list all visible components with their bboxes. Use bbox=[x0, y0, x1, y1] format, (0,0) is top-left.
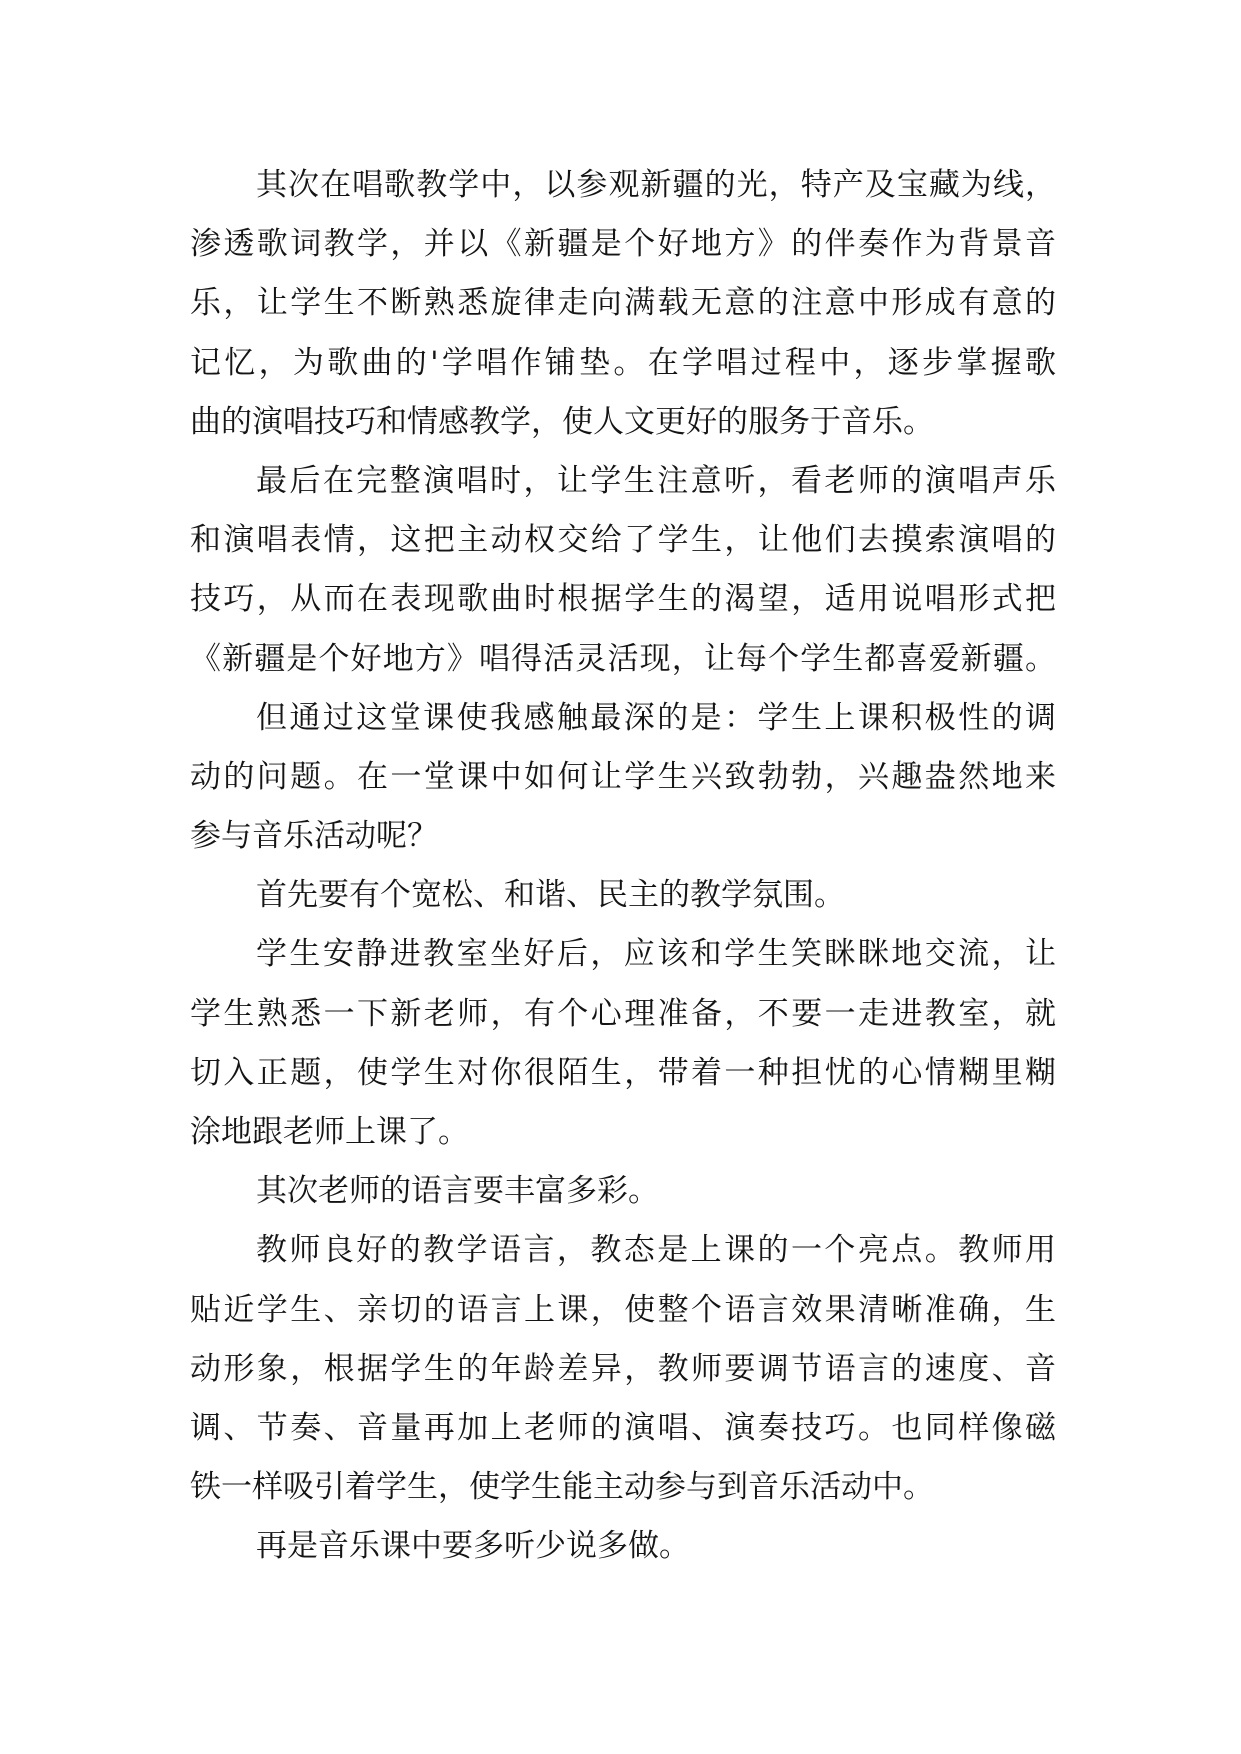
text-line: 首先要有个宽松、和谐、民主的教学氛围。 bbox=[256, 877, 845, 914]
paragraph bbox=[190, 452, 1056, 689]
text-line: 铁一样吸引着学生，使学生能主动参与到音乐活动中。 bbox=[190, 1469, 934, 1506]
text-line: 涂地跟老师上课了。 bbox=[190, 1114, 469, 1150]
text-line: 渗透歌词教学，并以《新疆是个好地方》的伴奏作为背景音 bbox=[190, 226, 1056, 263]
text-line: 参与音乐活动呢？ bbox=[190, 818, 438, 855]
paragraph bbox=[190, 689, 1056, 867]
text-line: 其次在唱歌教学中，以参观新疆的光，特产及宝藏为线， bbox=[256, 167, 1056, 203]
text-line: 学生熟悉一下新老师，有个心理准备，不要一走进教室，就 bbox=[190, 995, 1056, 1032]
text-line: 贴近学生、亲切的语言上课，使整个语言效果清晰准确，生 bbox=[190, 1291, 1056, 1328]
text-line: 动形象，根据学生的年龄差异，教师要调节语言的速度、音 bbox=[190, 1350, 1056, 1387]
paragraph bbox=[190, 1162, 1056, 1221]
paragraph bbox=[190, 925, 1056, 1162]
paragraph bbox=[190, 866, 1056, 925]
text-line: 曲的演唱技巧和情感教学，使人文更好的服务于音乐。 bbox=[190, 403, 934, 440]
paragraph bbox=[190, 156, 1056, 452]
text-line: 切入正题，使学生对你很陌生，带着一种担忧的心情糊里糊 bbox=[190, 1054, 1056, 1091]
text-line: 最后在完整演唱时，让学生注意听，看老师的演唱声乐 bbox=[256, 462, 1056, 499]
paragraph bbox=[190, 1221, 1056, 1517]
text-line: 学生安静进教室坐好后，应该和学生笑眯眯地交流，让 bbox=[256, 936, 1056, 973]
text-line: 乐，让学生不断熟悉旋律走向满载无意的注意中形成有意的 bbox=[190, 285, 1056, 322]
text-line: 调、节奏、音量再加上老师的演唱、演奏技巧。也同样像磁 bbox=[190, 1409, 1056, 1446]
paragraph bbox=[190, 1517, 1056, 1576]
text-line: 动的问题。在一堂课中如何让学生兴致勃勃，兴趣盎然地来 bbox=[190, 758, 1056, 795]
text-line: 教师良好的教学语言，教态是上课的一个亮点。教师用 bbox=[256, 1232, 1056, 1269]
text-line: 再是音乐课中要多听少说多做。 bbox=[256, 1528, 690, 1565]
text-line: 《新疆是个好地方》唱得活灵活现，让每个学生都喜爱新疆。 bbox=[190, 640, 1056, 677]
text-line: 记忆，为歌曲的'学唱作铺垫。在学唱过程中，逐步掌握歌 bbox=[190, 344, 1056, 381]
text-line: 和演唱表情，这把主动权交给了学生，让他们去摸索演唱的 bbox=[190, 522, 1056, 559]
text-line: 其次老师的语言要丰富多彩。 bbox=[256, 1173, 659, 1210]
document-page bbox=[190, 156, 1056, 1577]
text-line: 但通过这堂课使我感触最深的是：学生上课积极性的调 bbox=[256, 699, 1056, 736]
text-line: 技巧，从而在表现歌曲时根据学生的渴望，适用说唱形式把 bbox=[190, 581, 1056, 618]
